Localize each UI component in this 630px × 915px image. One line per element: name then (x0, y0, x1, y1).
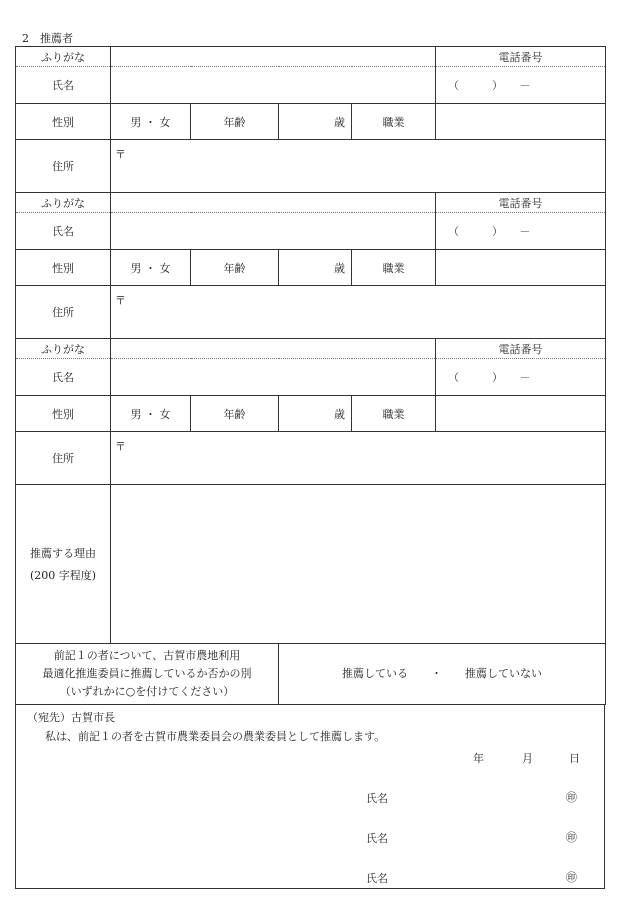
seal-mark: ㊞ (566, 871, 577, 884)
confirmation-options[interactable] (279, 644, 606, 705)
section-heading: 2 推薦者 (22, 32, 73, 45)
phone-label: 電話番号 (436, 47, 606, 67)
sex-label: 性別 (16, 396, 111, 432)
seal-mark: ㊞ (566, 791, 577, 804)
date-month[interactable]: 月 (522, 752, 533, 765)
signer-name-label: 氏名 (366, 872, 388, 885)
sex-age-row (16, 104, 606, 140)
date-year[interactable]: 年 (473, 752, 484, 765)
address-row (16, 140, 606, 193)
name-row (16, 67, 606, 104)
occupation-label: 職業 (352, 250, 436, 286)
address-label: 住所 (16, 140, 111, 193)
postal-mark: 〒 (115, 148, 126, 161)
age-label: 年齢 (191, 104, 279, 140)
phone-field[interactable]: （ ） － (436, 213, 606, 250)
date-day[interactable]: 日 (569, 752, 580, 765)
addressee-section (15, 705, 605, 889)
sex-age-row (16, 396, 606, 432)
address-label: 住所 (16, 286, 111, 339)
phone-label: 電話番号 (436, 193, 606, 213)
address-field[interactable] (111, 140, 606, 193)
option-separator: ・ (431, 667, 442, 680)
name-label: 氏名 (16, 67, 111, 104)
occupation-label: 職業 (352, 104, 436, 140)
furigana-label: ふりがな (16, 339, 111, 359)
furigana-row (16, 47, 606, 67)
signer-name-label: 氏名 (366, 832, 388, 845)
sex-label: 性別 (16, 250, 111, 286)
option-recommending[interactable]: 推薦している (342, 667, 408, 680)
reason-field[interactable] (111, 485, 606, 644)
address-field[interactable] (111, 432, 606, 485)
name-label: 氏名 (16, 359, 111, 396)
name-label: 氏名 (16, 213, 111, 250)
statement: 私は、前記１の者を古賀市農業委員会の農業委員として推薦します。 (45, 730, 386, 743)
age-label: 年齢 (191, 396, 279, 432)
name-row (16, 359, 606, 396)
address-row (16, 286, 606, 339)
sex-options[interactable]: 男 ・ 女 (111, 396, 191, 432)
signer-name-label: 氏名 (366, 792, 388, 805)
option-not-recommending[interactable]: 推薦していない (465, 667, 542, 680)
sex-options[interactable]: 男 ・ 女 (111, 250, 191, 286)
reason-label: 推薦する理由 (200 字程度) (16, 485, 111, 644)
sex-age-row (16, 250, 606, 286)
furigana-label: ふりがな (16, 47, 111, 67)
furigana-row (16, 339, 606, 359)
phone-label: 電話番号 (436, 339, 606, 359)
name-field[interactable] (111, 359, 436, 396)
furigana-field[interactable] (111, 339, 436, 359)
recommender-form (15, 46, 605, 889)
seal-mark: ㊞ (566, 831, 577, 844)
sex-options[interactable]: 男 ・ 女 (111, 104, 191, 140)
occupation-label: 職業 (352, 396, 436, 432)
name-row (16, 213, 606, 250)
addressee-to: （宛先）古賀市長 (27, 711, 115, 724)
name-field[interactable] (111, 67, 436, 104)
address-field[interactable] (111, 286, 606, 339)
occupation-field[interactable] (436, 104, 606, 140)
address-label: 住所 (16, 432, 111, 485)
address-row (16, 432, 606, 485)
age-field[interactable]: 歳 (279, 250, 352, 286)
furigana-field[interactable] (111, 47, 436, 67)
phone-field[interactable]: （ ） － (436, 359, 606, 396)
furigana-row (16, 193, 606, 213)
postal-mark: 〒 (115, 440, 126, 453)
furigana-label: ふりがな (16, 193, 111, 213)
postal-mark: 〒 (115, 294, 126, 307)
recommender-table (15, 46, 606, 705)
furigana-field[interactable] (111, 193, 436, 213)
occupation-field[interactable] (436, 250, 606, 286)
age-label: 年齢 (191, 250, 279, 286)
occupation-field[interactable] (436, 396, 606, 432)
name-field[interactable] (111, 213, 436, 250)
sex-label: 性別 (16, 104, 111, 140)
age-field[interactable]: 歳 (279, 104, 352, 140)
phone-field[interactable]: （ ） － (436, 67, 606, 104)
confirmation-question: 前記１の者について、古賀市農地利用 最適化推進委員に推薦しているか否かの別 （いずれかに○を付けてください） (16, 644, 279, 705)
age-field[interactable]: 歳 (279, 396, 352, 432)
